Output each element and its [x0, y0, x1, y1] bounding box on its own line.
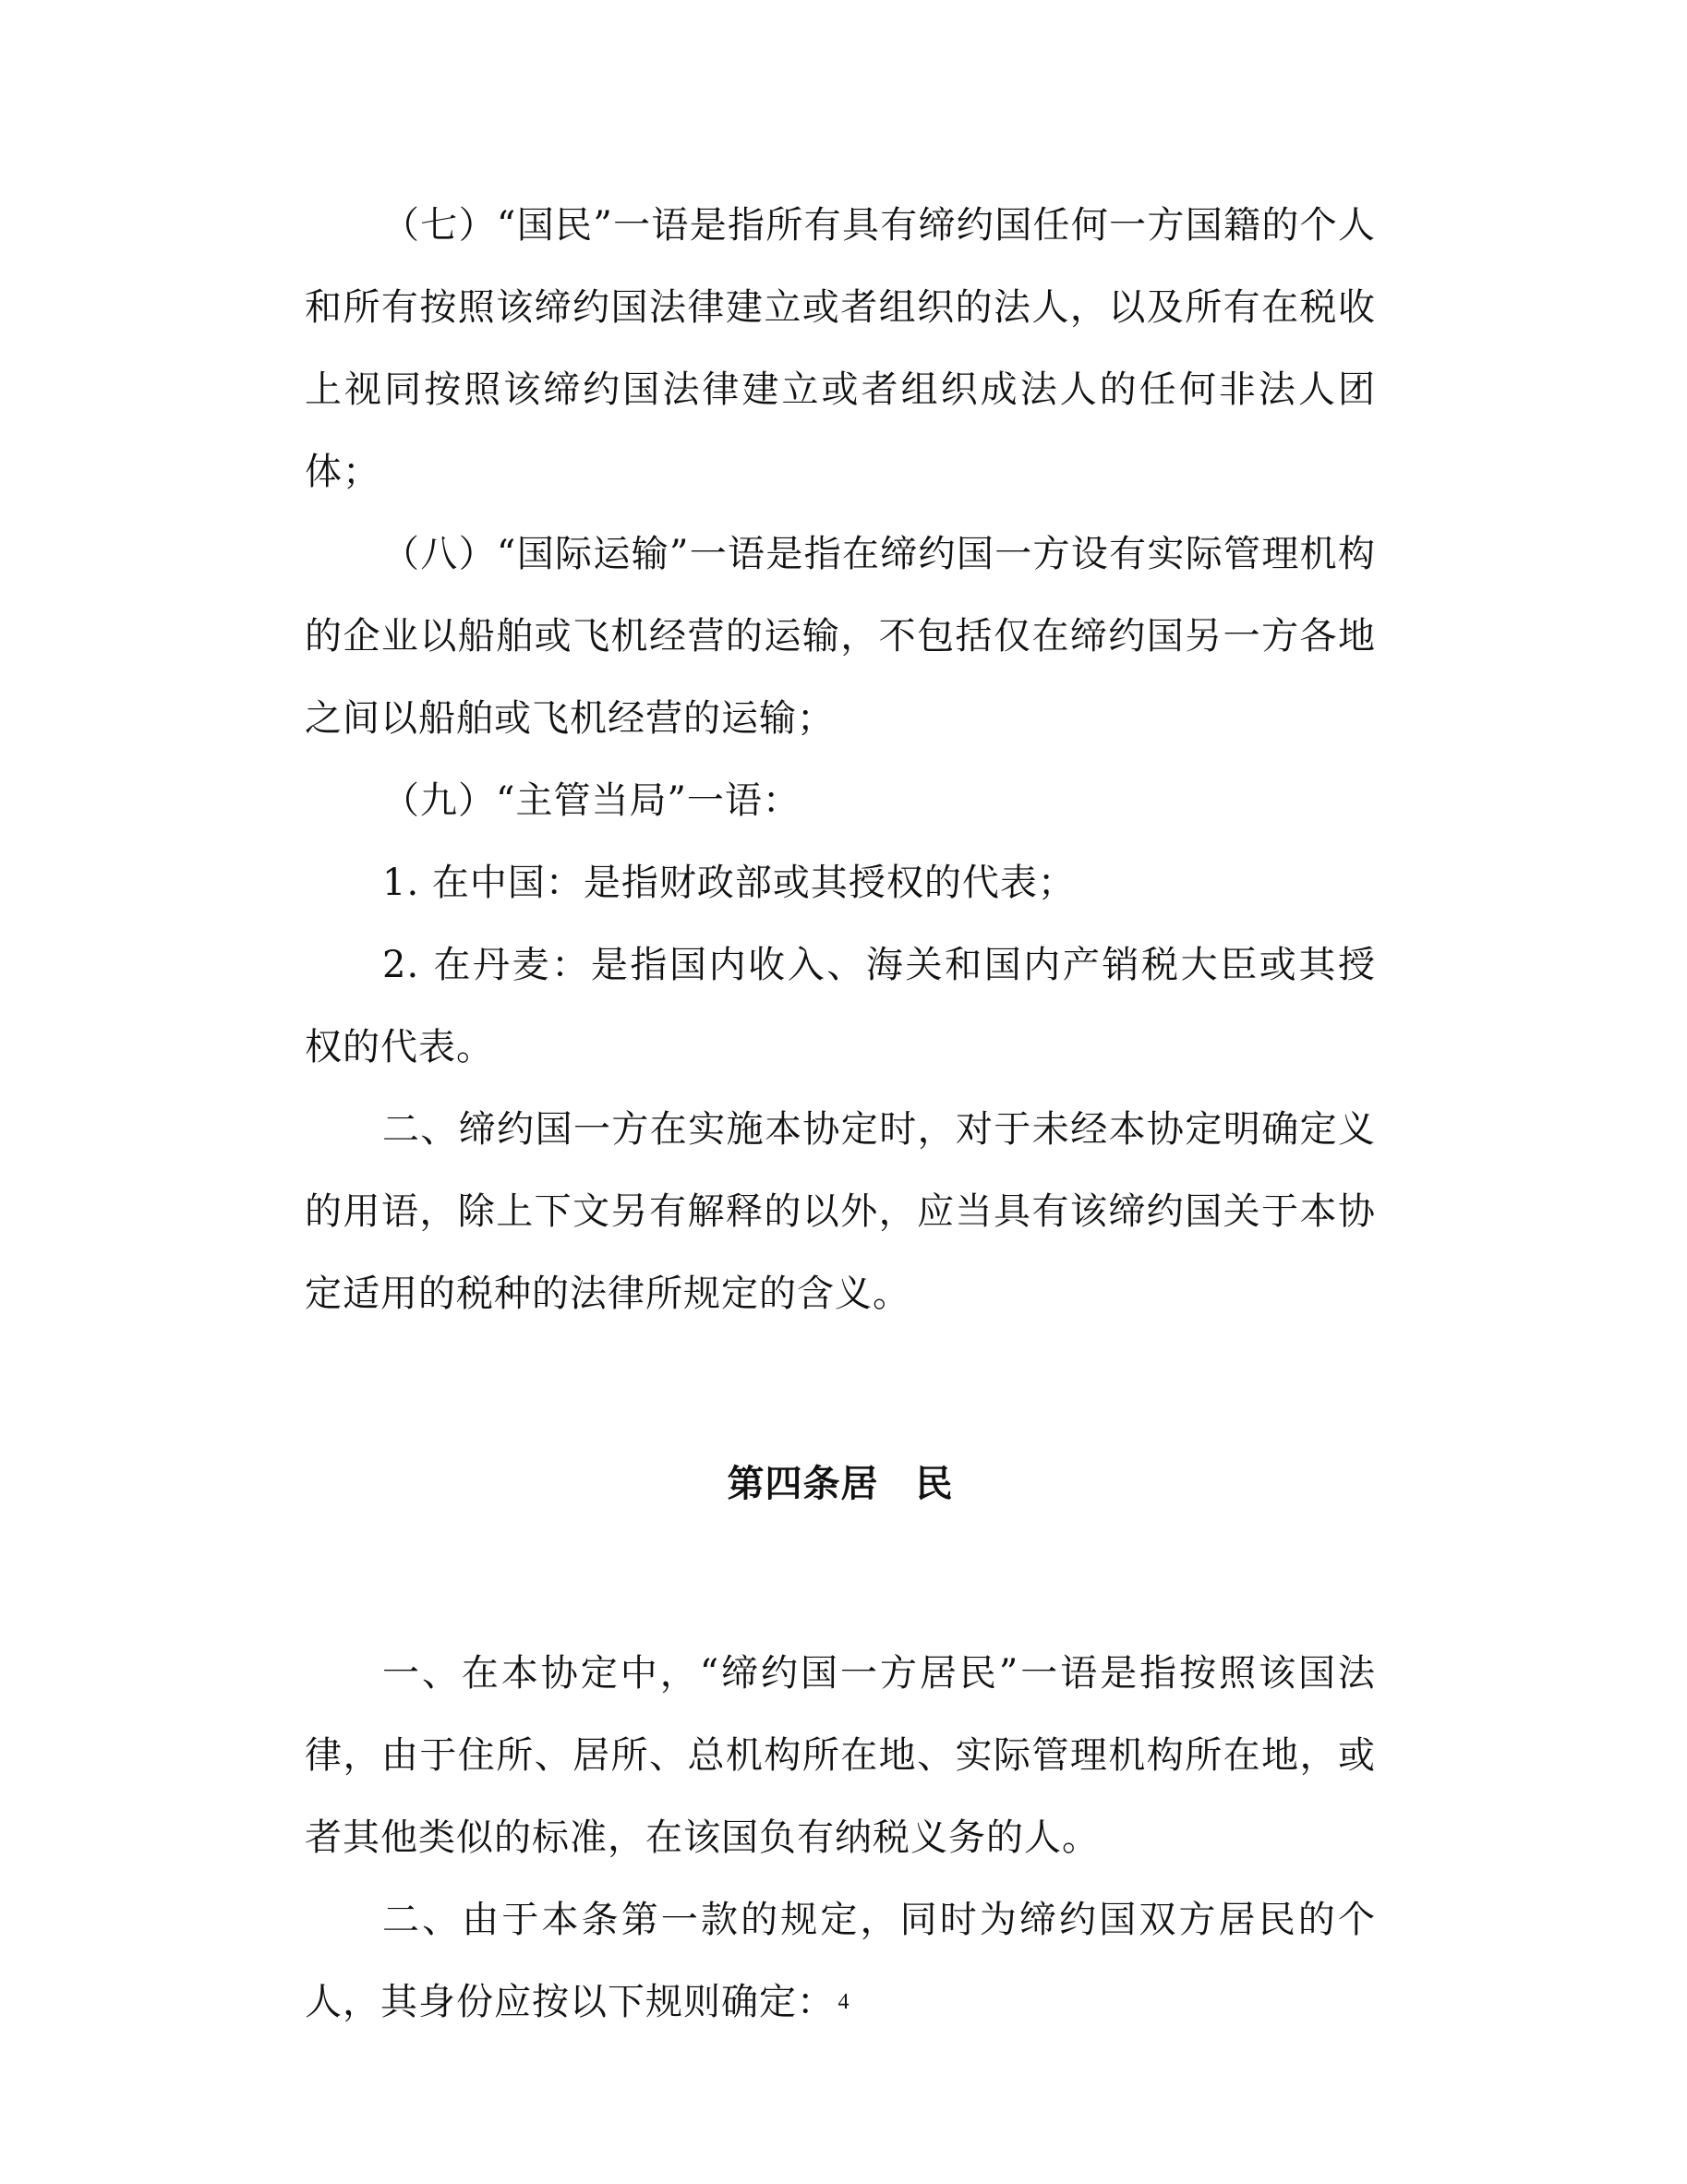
paragraph-dual-resident: 二、由于本条第一款的规定，同时为缔约国双方居民的个人，其身份应按以下规则确定：: [305, 1899, 1376, 2023]
document-page: [305, 185, 1376, 2044]
paragraph-international-traffic-definition: （八）“国际运输”一语是指在缔约国一方设有实际管理机构的企业以船舶或飞机经营的运输，不包括仅在缔约国另一方各地之间以船舶或飞机经营的运输；: [305, 533, 1376, 740]
paragraph-nationals-definition: （七）“国民”一语是指所有具有缔约国任何一方国籍的个人和所有按照该缔约国法律建立或者组织的法人，以及所有在税收上视同按照该缔约国法律建立或者组织成法人的任何非法人团体；: [305, 204, 1376, 493]
article-heading: [305, 1458, 1376, 1510]
list-item-china: 1. 在中国：是指财政部或其授权的代表；: [382, 862, 1076, 904]
page-number: 4: [837, 1990, 850, 2014]
list-item-denmark: 2. 在丹麦：是指国内收入、海关和国内产销税大臣或其授权的代表。: [305, 944, 1376, 1068]
paragraph-undefined-terms: 二、缔约国一方在实施本协定时，对于未经本协定明确定义的用语，除上下文另有解释的以外，应当具有该缔约国关于本协定适用的税种的法律所规定的含义。: [305, 1108, 1376, 1315]
article-heading-part1: 第四条居: [727, 1463, 879, 1505]
paragraph-resident-definition: 一、在本协定中，“缔约国一方居民”一语是指按照该国法律，由于住所、居所、总机构所在地、实际管理机构所在地，或者其他类似的标准，在该国负有纳税义务的人。: [305, 1652, 1376, 1859]
paragraph-competent-authority: （九）“主管当局”一语：: [382, 779, 801, 822]
article-heading-part2: 民: [915, 1463, 954, 1505]
